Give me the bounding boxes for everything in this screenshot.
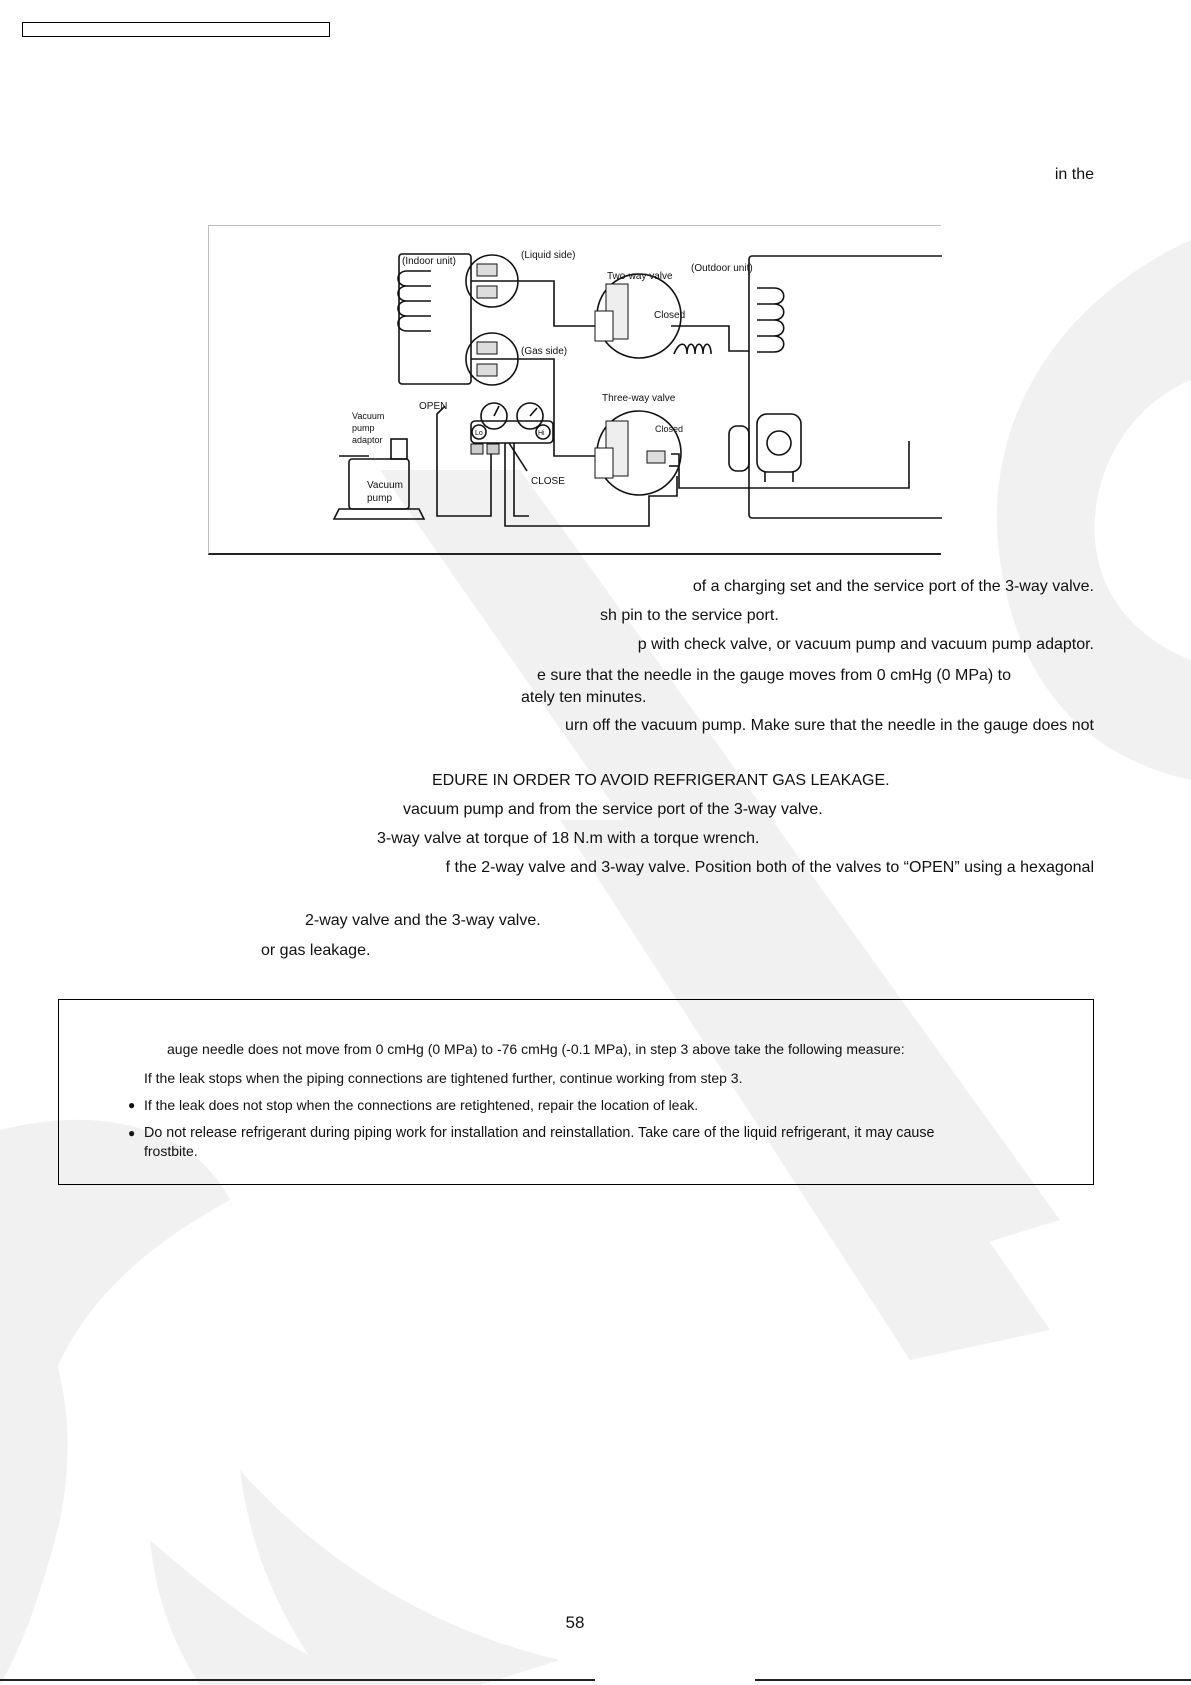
- label-vacuum-pump-adaptor-1: Vacuum: [352, 411, 385, 421]
- label-vacuum-pump-1: Vacuum: [367, 480, 403, 491]
- bullet-dot-icon: ●: [128, 1126, 136, 1140]
- vacuum-diagram-frame: [208, 225, 941, 555]
- step-line-12: or gas leakage.: [261, 942, 371, 959]
- label-vacuum-pump-adaptor-2: pump: [352, 423, 375, 433]
- fragment-top: in the: [1054, 166, 1094, 183]
- label-close: CLOSE: [531, 476, 565, 487]
- step-line-7: EDURE IN ORDER TO AVOID REFRIGERANT GAS LEAKAGE.: [432, 772, 890, 789]
- label-vacuum-pump-adaptor-3: adaptor: [352, 435, 383, 445]
- page-number: 58: [565, 1613, 585, 1632]
- refrigerant-circuit-diagram: [209, 226, 942, 556]
- label-closed-top: Closed: [654, 310, 686, 321]
- note-line-2: If the leak stops when the piping connections are tightened further, continue working from step 3.: [144, 1070, 743, 1086]
- step-line-10: f the 2-way valve and 3-way valve. Position both of the valves to “OPEN” using a hexagonal: [445, 859, 1094, 876]
- label-closed-bottom: Closed: [655, 424, 684, 434]
- header-box: [22, 22, 330, 37]
- note-line-4a: Do not release refrigerant during piping work for installation and reinstallation. Take care of the liquid refrigerant, it may cause: [144, 1125, 935, 1141]
- label-gas-side: (Gas side): [521, 346, 568, 357]
- label-indoor-unit: (Indoor unit): [402, 256, 456, 267]
- label-liquid-side: (Liquid side): [521, 250, 576, 261]
- note-line-1: auge needle does not move from 0 cmHg (0 MPa) to -76 cmHg (-0.1 MPa), in step 3 above take the following measure:: [167, 1041, 905, 1057]
- note-box: [58, 999, 1094, 1185]
- step-line-5: ately ten minutes.: [521, 689, 647, 706]
- step-line-1: of a charging set and the service port of the 3-way valve.: [692, 578, 1094, 595]
- label-outdoor-unit: (Outdoor unit): [691, 263, 753, 274]
- label-vacuum-pump-2: pump: [367, 493, 393, 504]
- step-line-4: e sure that the needle in the gauge moves from 0 cmHg (0 MPa) to: [537, 667, 1012, 684]
- step-line-6: urn off the vacuum pump. Make sure that the needle in the gauge does not: [565, 717, 1094, 734]
- label-two-way-valve: Two-way valve: [607, 271, 673, 282]
- step-line-9: 3-way valve at torque of 18 N.m with a torque wrench.: [377, 830, 760, 847]
- label-open: OPEN: [419, 401, 448, 412]
- label-lo: Lo: [475, 430, 483, 437]
- bullet-dot-icon: ●: [128, 1098, 136, 1112]
- step-line-11: 2-way valve and the 3-way valve.: [305, 912, 541, 929]
- note-line-4b: frostbite.: [144, 1143, 198, 1159]
- step-line-3: p with check valve, or vacuum pump and vacuum pump adaptor.: [637, 636, 1094, 653]
- step-line-8: vacuum pump and from the service port of the 3-way valve.: [403, 801, 823, 818]
- footer-rule-gap: [595, 1676, 755, 1682]
- label-hi: Hi: [538, 430, 545, 437]
- step-line-2: sh pin to the service port.: [600, 607, 779, 624]
- label-three-way-valve: Three-way valve: [602, 393, 676, 404]
- note-line-3: If the leak does not stop when the connections are retightened, repair the location of leak.: [144, 1097, 699, 1113]
